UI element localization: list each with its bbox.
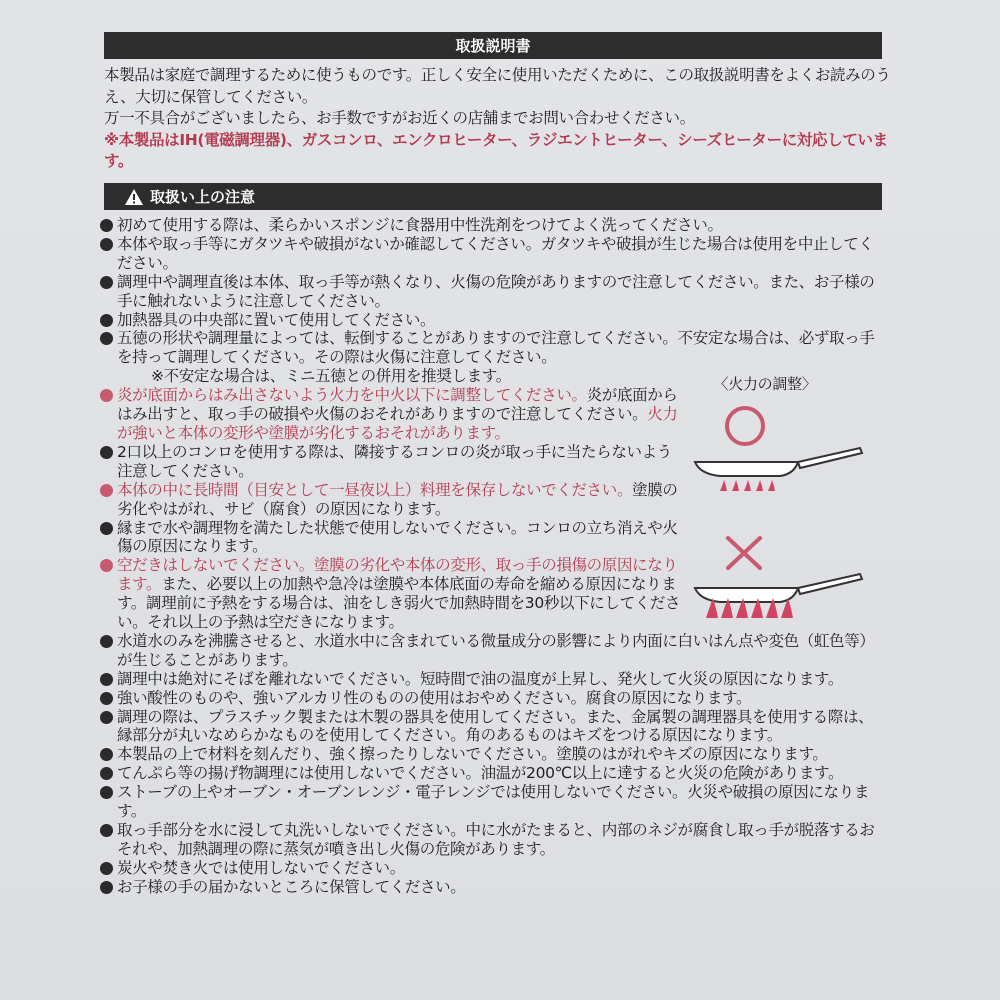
bullet-icon (100, 219, 113, 232)
list-item: 炭火や焚き火では使用しないでください。 (100, 859, 880, 878)
list-item: 強い酸性のものや、強いアルカリ性のものの使用はおやめください。腐食の原因になります。 (100, 689, 880, 708)
manual-title-bar (104, 32, 882, 59)
list-item: 取っ手部分を水に浸して丸洗いしないでください。中に水がたまると、内部のネジが腐食し取っ手が脱落するおそれや、加熱調理の際に蒸気が噴き出し火傷の危険があります。 (100, 821, 880, 859)
caution-title: 取扱い上の注意 (150, 188, 256, 206)
bullet-icon (100, 238, 113, 251)
list-item-note: ※不安定な場合は、ミニ五徳との併用を推奨します。 (151, 367, 511, 386)
small-flame-icon (720, 480, 775, 491)
manual-title: 取扱説明書 (455, 37, 531, 55)
bullet-icon (100, 276, 113, 289)
caution-title-bar (104, 183, 882, 210)
list-item: 2口以上のコンロを使用する際は、隣接するコンロの炎が取っ手に当たらないよう注意してください。 (100, 443, 880, 481)
bullet-icon (100, 314, 113, 327)
warning-icon (124, 188, 144, 206)
bullet-icon (100, 824, 113, 837)
bullet-icon (100, 332, 113, 345)
bullet-icon (100, 484, 113, 497)
list-item: 五徳の形状や調理量によっては、転倒することがありますので注意してください。不安定な場合は、必ず取っ手を持って調理してください。その際は火傷に注意してください。 ※不安定な場合は、ミニ五徳との併用を推奨します。 (100, 329, 880, 386)
intro-line-2: 万一不具合がございましたら、お手数ですがお近くの店舗までお問い合わせください。 (104, 109, 695, 127)
list-item: 縁まで水や調理物を満たした状態で使用しないでください。コンロの立ち消えや火傷の原因になります。 (100, 519, 880, 557)
list-item: ストーブの上やオーブン・オーブンレンジ・電子レンジでは使用しないでください。火災や破損の原因になります。 (100, 783, 880, 821)
list-item: 本体や取っ手等にガタツキや破損がないか確認してください。ガタツキや破損が生じた場合は使用を中止してください。 (100, 235, 880, 273)
frying-pan-icon (694, 574, 862, 602)
bullet-icon (100, 635, 113, 648)
intro-compat-note: ※本製品はIH(電磁調理器)、ガスコンロ、エンクロヒーター、ラジエントヒーター、シーズヒーターに対応しています。 (104, 130, 888, 170)
ng-cross-icon (728, 538, 760, 568)
list-item: 加熱器具の中央部に置いて使用してください。 (100, 311, 880, 330)
list-item: お子様の手の届かないところに保管してください。 (100, 878, 880, 897)
heat-adjust-figure (690, 370, 880, 630)
list-item: 初めて使用する際は、柔らかいスポンジに食器用中性洗剤をつけてよく洗ってください。 (100, 216, 880, 235)
list-item: 炎が底面からはみ出さないよう火力を中火以下に調整してください。炎が底面からはみ出すと、取っ手の破損や火傷のおそれがありますので注意してください。火力が強いと本体の変形や塗膜が劣化するおそれがあります。 (100, 386, 880, 443)
bullet-icon (100, 673, 113, 686)
list-item: 調理中は絶対にそばを離れないでください。短時間で油の温度が上昇し、発火して火災の原因になります。 (100, 670, 880, 689)
bullet-icon (100, 446, 113, 459)
bullet-icon (100, 711, 113, 724)
bullet-icon (100, 862, 113, 875)
list-item: てんぷら等の揚げ物調理には使用しないでください。油温が200℃以上に達すると火災の危険があります。 (100, 764, 880, 783)
intro-line-1: 本製品は家庭で調理するために使うものです。正しく安全に使用いただくために、この取扱説明書をよくお読みのうえ、大切に保管してください。 (104, 66, 891, 106)
intro-section (104, 65, 894, 173)
list-item: 水道水のみを沸騰させると、水道水中に含まれている微量成分の影響により内面に白いはん点や変色（虹色等）が生じることがあります。 (100, 632, 880, 670)
list-item: 本製品の上で材料を刻んだり、強く擦ったりしないでください。塗膜のはがれやキズの原因になります。 (100, 745, 880, 764)
bullet-icon (100, 692, 113, 705)
frying-pan-icon (694, 448, 862, 476)
ok-circle-icon (727, 408, 763, 444)
bullet-icon (100, 767, 113, 780)
list-item: 調理中や調理直後は本体、取っ手等が熱くなり、火傷の危険がありますので注意してください。また、お子様の手に触れないように注意してください。 (100, 273, 880, 311)
heat-adjust-illustration (690, 370, 880, 630)
bullet-icon (100, 881, 113, 894)
list-item: 空だきはしないでください。塗膜の劣化や本体の変形、取っ手の損傷の原因になります。また、必要以上の加熱や急冷は塗膜や本体底面の寿命を縮める原因になります。調理前に予熱をする場合は、油をしき弱火で加熱時間を30秒以下にしてください。それ以上の予熱は空だきになります。 (100, 556, 880, 632)
bullet-icon (100, 559, 113, 572)
list-item: 調理の際は、プラスチック製または木製の器具を使用してください。また、金属製の調理器具を使用する際は、縁部分が丸いなめらかなものを使用してください。角のあるものはキズをつける原因になります。 (100, 708, 880, 746)
bullet-icon (100, 748, 113, 761)
bullet-icon (100, 786, 113, 799)
list-item: 本体の中に長時間（目安として一昼夜以上）料理を保存しないでください。塗膜の劣化やはがれ、サビ（腐食）の原因になります。 (100, 481, 880, 519)
bullet-icon (100, 522, 113, 535)
figure-title: 〈火力の調整〉 (713, 375, 817, 393)
bullet-icon (100, 389, 113, 402)
